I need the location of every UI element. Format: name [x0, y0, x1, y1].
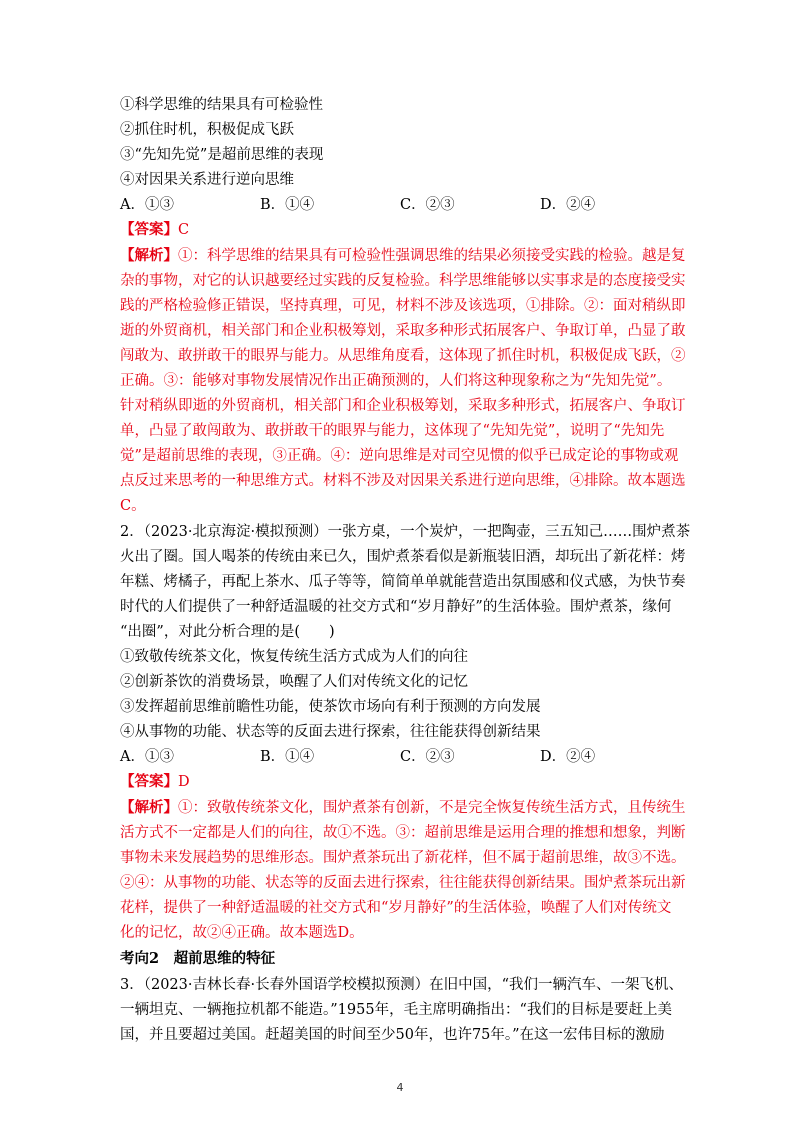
page-number: 4 [396, 1081, 404, 1094]
q2-analysis-line: 化的记忆，故②④正确。故本题选D。 [120, 925, 364, 941]
q2-analysis-line: 花样，提供了一种舒适温暖的社交方式和“岁月静好”的生活体验，唤醒了人们对传统文 [120, 900, 672, 916]
q1-analysis-line: 觉”是超前思维的表现，③正确。④：逆向思维是对司空见惯的似乎已成定论的事物或观 [120, 448, 679, 464]
q1-analysis-line: 杂的事物，对它的认识越要经过实践的反复检验。科学思维能够以实事求是的态度接受实 [120, 273, 686, 289]
q2-analysis-label: 【解析】 [120, 799, 178, 816]
q1-item-2: ②抓住时机，积极促成飞跃 [120, 122, 294, 138]
q2-item-4: ④从事物的功能、状态等的反面去进行探索，往往能获得创新结果 [120, 724, 541, 740]
q2-option-c: C．②③ [400, 749, 455, 765]
q1-analysis-line: 正确。③：能够对事物发展情况作出正确预测的，人们将这种现象称之为“先知先觉”。 [120, 373, 672, 389]
q1-analysis-label: 【解析】 [120, 247, 178, 264]
q1-option-a: A．①③ [120, 197, 174, 213]
q2-analysis-line: ②④：从事物的功能、状态等的反面去进行探索，往往能获得创新结果。围炉煮茶玩出新 [120, 875, 686, 891]
q1-analysis-line: 践的严格检验修正错误，坚持真理，可见，材料不涉及该选项，①排除。②：面对稍纵即 [120, 298, 686, 314]
q2-stem-line: 2．（2023·北京海淀·模拟预测）一张方桌，一个炭炉，一把陶壶，三五知己……围炉煮茶 [120, 524, 691, 540]
q1-item-4: ④对因果关系进行逆向思维 [120, 172, 294, 188]
q2-analysis-line [120, 798, 686, 818]
q1-answer-label: 【答案】 [120, 221, 178, 238]
q1-analysis-line: 逝的外贸商机，相关部门和企业积极筹划，采取多种形式拓展客户、争取订单，凸显了敢 [120, 323, 686, 339]
q1-item-1: ①科学思维的结果具有可检验性 [120, 97, 323, 113]
q1-analysis-text: ①：科学思维的结果具有可检验性强调思维的结果必须接受实践的检验。越是复 [178, 248, 686, 264]
q3-stem-line: 国，并且要超过美国。赶超美国的时间至少50年，也许75年。”在这一宏伟目标的激励 [120, 1027, 665, 1043]
q2-stem-line: 年糕、烤橘子，再配上茶水、瓜子等等，简简单单就能营造出氛围感和仪式感，为快节奏 [120, 574, 686, 590]
q2-item-2: ②创新茶饮的消费场景，唤醒了人们对传统文化的记忆 [120, 674, 468, 690]
q1-analysis-line: 单，凸显了敢闯敢为、敢拼敢干的眼界与能力，这体现了“先知先觉”，说明了“先知先 [120, 423, 665, 439]
q1-analysis-line [120, 246, 686, 266]
q1-analysis-line: 针对稍纵即逝的外贸商机，相关部门和企业积极筹划，采取多种形式，拓展客户、争取订 [120, 398, 686, 414]
q1-option-d: D．②④ [540, 197, 596, 213]
q2-stem-line: “出圈”，对此分析合理的是( ) [120, 624, 335, 640]
q2-option-b: B．①④ [260, 749, 315, 765]
q1-analysis-line: 点反过来思考的一种思维方式。材料不涉及对因果关系进行逆向思维，④排除。故本题选 [120, 473, 686, 489]
q1-analysis-line: C。 [120, 498, 146, 514]
q1-answer [120, 220, 189, 240]
q3-stem-line: 一辆坦克、一辆拖拉机都不能造。”1955年，毛主席明确指出：“我们的目标是要赶上美 [120, 1002, 672, 1018]
q2-option-d: D．②④ [540, 749, 596, 765]
q2-stem-line: 时代的人们提供了一种舒适温暖的社交方式和“岁月静好”的生活体验。围炉煮茶，缘何 [120, 599, 672, 615]
q2-answer [120, 772, 190, 792]
q2-answer-value: D [178, 774, 190, 790]
q2-analysis-line: 事物未来发展趋势的思维形态。围炉煮茶玩出了新花样，但不属于超前思维，故③不选。 [120, 850, 686, 866]
q3-stem-line: 3．（2023·吉林长春·长春外国语学校模拟预测）在旧中国，“我们一辆汽车、一架飞机、 [120, 977, 684, 993]
q1-option-c: C．②③ [400, 197, 455, 213]
q1-analysis-line: 闯敢为、敢拼敢干的眼界与能力。从思维角度看，这体现了抓住时机，积极促成飞跃，② [120, 348, 686, 364]
q2-analysis-text: ①：致敬传统茶文化，围炉煮茶有创新，不是完全恢复传统生活方式，且传统生 [178, 800, 686, 816]
q2-answer-label: 【答案】 [120, 773, 178, 790]
q1-option-b: B．①④ [260, 197, 315, 213]
q2-item-1: ①致敬传统茶文化，恢复传统生活方式成为人们的向往 [120, 649, 468, 665]
q2-analysis-line: 活方式不一定都是人们的向往，故①不选。③：超前思维是运用合理的推想和想象，判断 [120, 825, 686, 841]
section-heading: 考向2 超前思维的特征 [120, 950, 276, 967]
q1-answer-value: C [178, 222, 190, 238]
q2-stem-line: 火出了圈。国人喝茶的传统由来已久，围炉煮茶看似是新瓶装旧酒，却玩出了新花样：烤 [120, 549, 686, 565]
q2-item-3: ③发挥超前思维前瞻性功能，使茶饮市场向有利于预测的方向发展 [120, 699, 541, 715]
q2-option-a: A．①③ [120, 749, 174, 765]
q1-item-3: ③“先知先觉”是超前思维的表现 [120, 147, 324, 163]
